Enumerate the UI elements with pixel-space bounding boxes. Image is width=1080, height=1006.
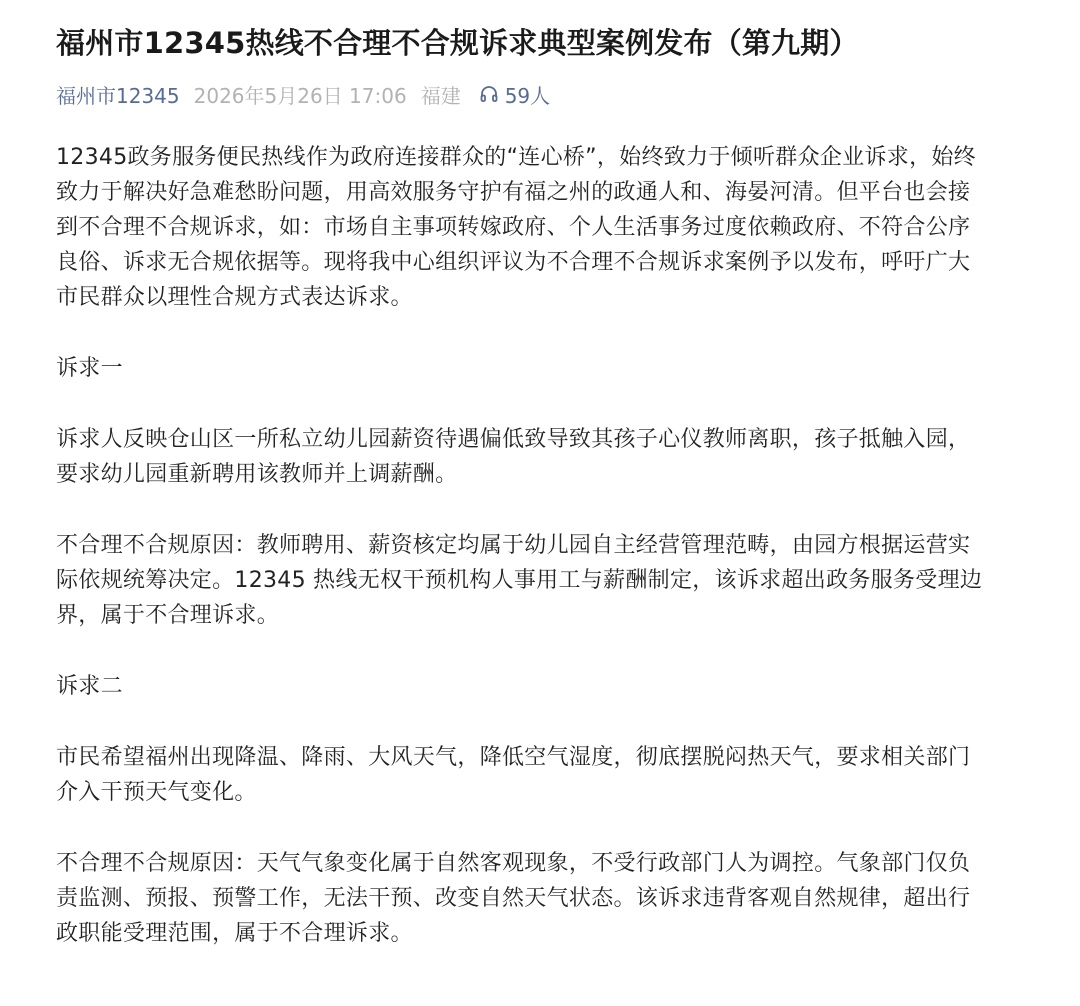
publish-region: 福建 — [420, 83, 461, 108]
intro-paragraph: 12345政务服务便民热线作为政府连接群众的“连心桥”，始终致力于倾听群众企业诉求，始终致力于解决好急难愁盼问题，用高效服务守护有福之州的政通人和、海晏河清。但平台也会接到不合理不合规诉求，如：市场自主事项转嫁政府、个人生活事务过度依赖政府、不符合公序良俗、诉求无合规依据等。现将我中心组织评议为不合理不合规诉求案例予以发布，呼吁广大市民群众以理性合规方式表达诉求。 — [56, 145, 976, 310]
article-meta — [56, 78, 1040, 110]
headphones-icon — [479, 84, 499, 104]
listen-button[interactable] — [479, 80, 550, 109]
case-2-reason: 不合理不合规原因：天气气象变化属于自然客观现象，不受行政部门人为调控。气象部门仅负责监测、预报、预警工作，无法干预、改变自然天气状态。该诉求违背客观自然规律，超出行政职能受理范围，属于不合理诉求。 — [56, 851, 971, 946]
listen-count: 59人 — [504, 83, 551, 108]
case-1-description: 诉求人反映仓山区一所私立幼儿园薪资待遇偏低致导致其孩子心仪教师离职，孩子抵触入园，要求幼儿园重新聘用该教师并上调薪酬。 — [56, 427, 971, 487]
case-1-reason: 不合理不合规原因：教师聘用、薪资核定均属于幼儿园自主经营管理范畴，由园方根据运营实际依规统筹决定。12345 热线无权干预机构人事用工与薪酬制定，该诉求超出政务服务受理边界，属于不合理诉求。 — [56, 533, 983, 628]
section-heading-2: 诉求二 — [56, 674, 123, 699]
account-name-link[interactable]: 福州市12345 — [56, 83, 180, 108]
section-heading-1: 诉求一 — [56, 356, 123, 381]
publish-time: 2026年5月26日 17:06 — [193, 83, 407, 108]
article-body — [56, 140, 986, 951]
article-title: 福州市12345热线不合理不合规诉求典型案例发布（第九期） — [56, 26, 859, 60]
case-2-description: 市民希望福州出现降温、降雨、大风天气，降低空气湿度，彻底摆脱闷热天气，要求相关部门介入干预天气变化。 — [56, 745, 971, 805]
